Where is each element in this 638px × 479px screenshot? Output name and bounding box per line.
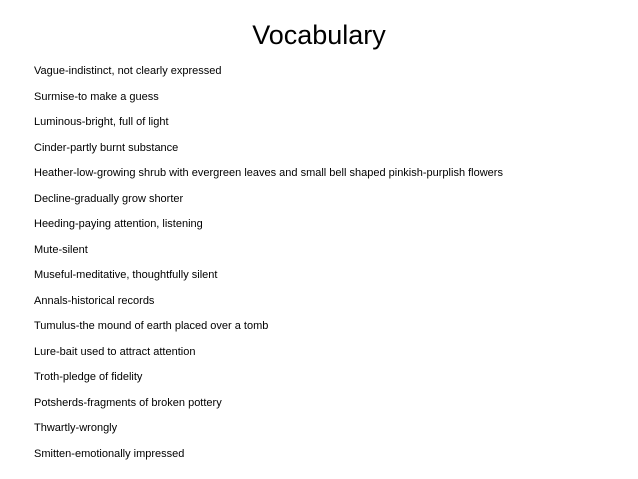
vocabulary-item-luminous: Luminous-bright, full of light	[34, 116, 169, 128]
slide-title: Vocabulary	[252, 20, 386, 50]
vocabulary-item-vague: Vague-indistinct, not clearly expressed	[34, 65, 222, 77]
vocabulary-item-smitten: Smitten-emotionally impressed	[34, 447, 185, 460]
vocabulary-item-cinder: Cinder-partly burnt substance	[34, 141, 179, 154]
vocabulary-item-heather: Heather-low-growing shrub with evergreen leaves and small bell shaped pinkish-purplish flowers	[34, 167, 503, 179]
vocabulary-list	[34, 64, 634, 472]
vocabulary-item-surmise: Surmise-to make a guess	[34, 90, 159, 103]
vocabulary-item-thwartly: Thwartly-wrongly	[34, 422, 118, 434]
vocabulary-item-tumulus: Tumulus-the mound of earth placed over a tomb	[34, 320, 269, 332]
vocabulary-item-annals: Annals-historical records	[34, 294, 155, 307]
vocabulary-item-heeding: Heeding-paying attention, listening	[34, 218, 203, 230]
vocabulary-item-mute: Mute-silent	[34, 243, 88, 256]
vocabulary-item-lure: Lure-bait used to attract attention	[34, 345, 196, 358]
vocabulary-item-troth: Troth-pledge of fidelity	[34, 371, 143, 383]
vocabulary-item-museful: Museful-meditative, thoughtfully silent	[34, 269, 218, 281]
vocabulary-item-decline: Decline-gradually grow shorter	[34, 192, 184, 205]
vocabulary-item-potsherds: Potsherds-fragments of broken pottery	[34, 396, 222, 409]
